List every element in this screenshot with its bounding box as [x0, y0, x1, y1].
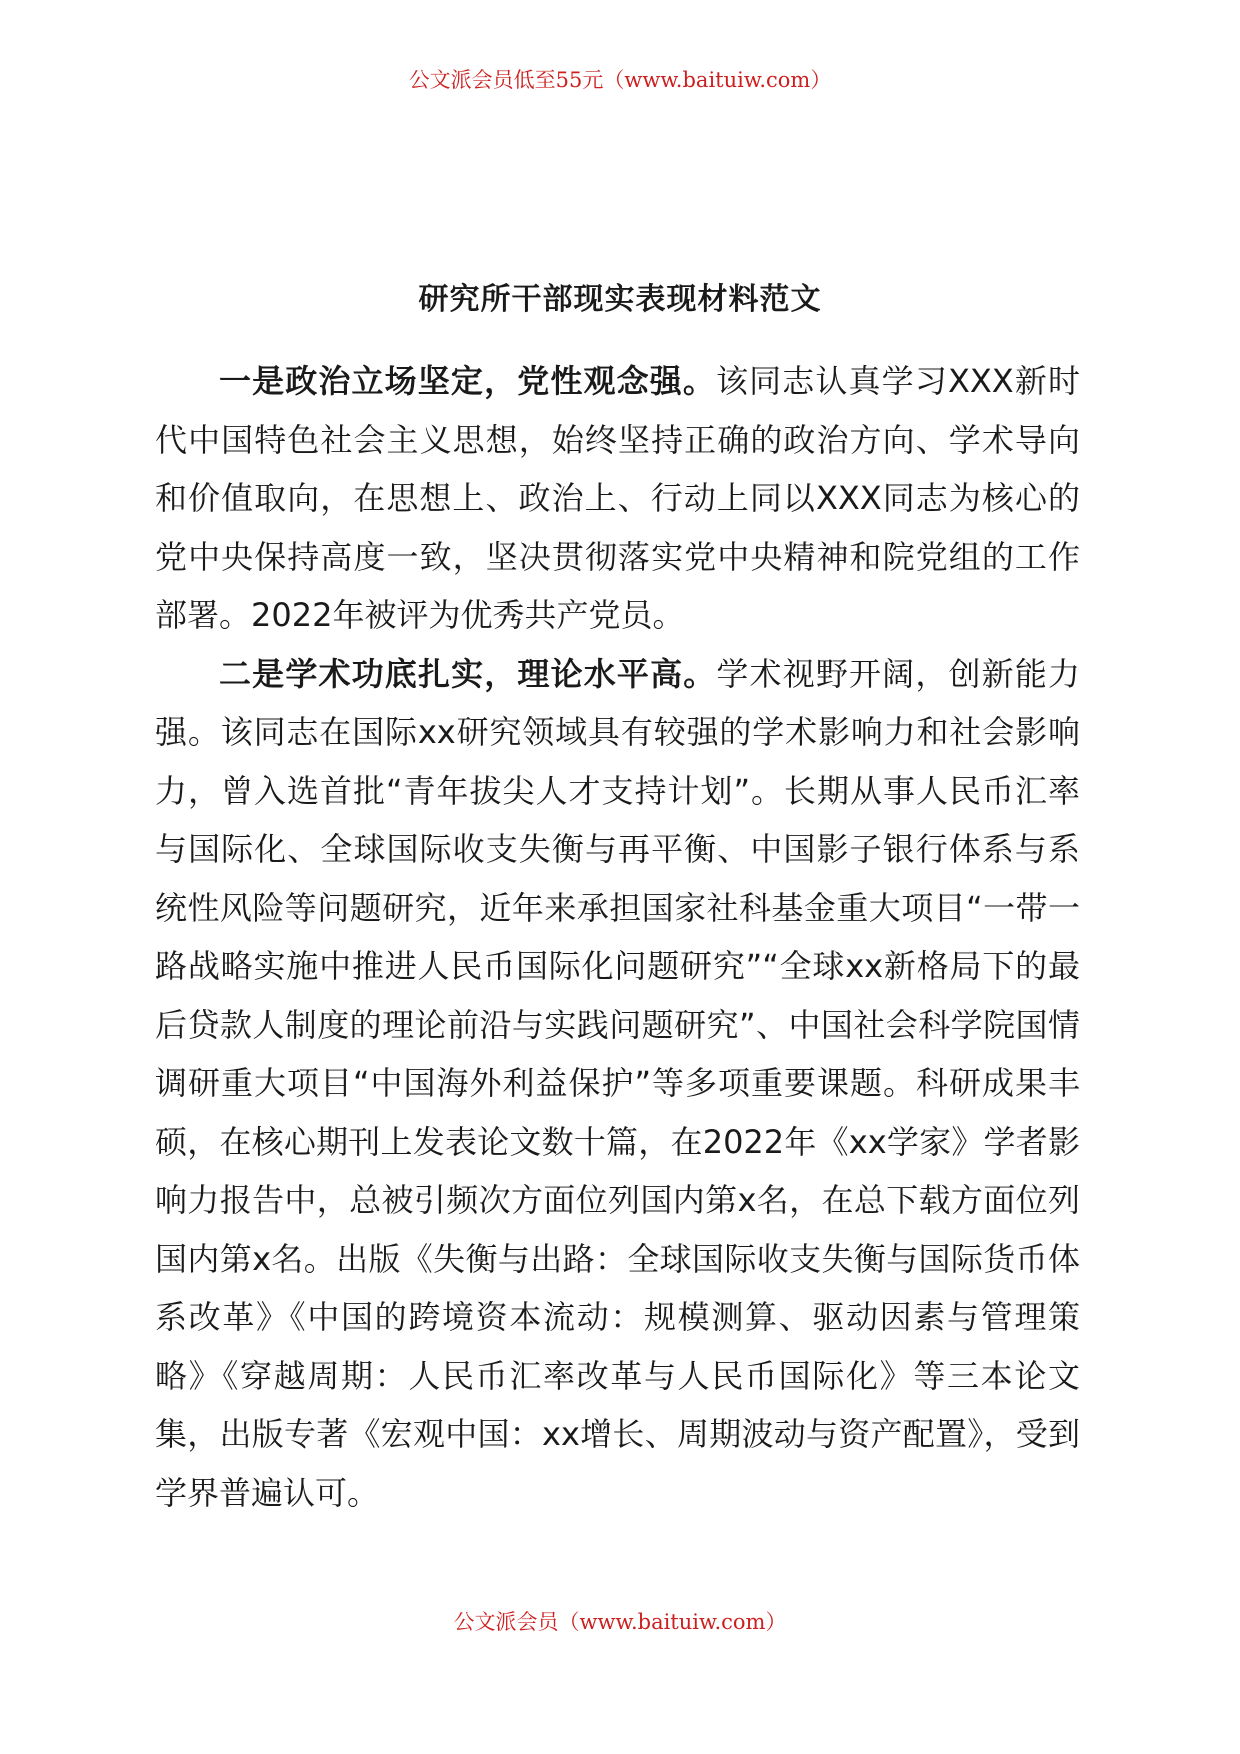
paragraph-political-stance: [155, 352, 1080, 645]
footer-watermark-banner: 公文派会员（www.baituiw.com）: [453, 1610, 787, 1634]
paragraph-lead: 二是学术功底扎实，理论水平高。: [219, 654, 717, 693]
paragraph-academic-foundation: [155, 645, 1080, 1523]
paragraph-text: 学术视野开阔，创新能力强。该同志在国际xx研究领域具有较强的学术影响力和社会影响力，曾入选首批“青年拔尖人才支持计划”。长期从事人民币汇率与国际化、全球国际收支失衡与再平衡、中国影子银行体系与系统性风险等问题研究，近年来承担国家社科基金重大项目“一带一路战略实施中推进人民币国际化问题研究”“全球xx新格局下的最后贷款人制度的理论前沿与实践问题研究”、中国社会科学院国情调研重大项目“中国海外利益保护”等多项重要课题。科研成果丰硕，在核心期刊上发表论文数十篇，在2022年《xx学家》学者影响力报告中，总被引频次方面位列国内第x名，在总下载方面位列国内第x名。出版《失衡与出路：全球国际收支失衡与国际货币体系改革》《中国的跨境资本流动：规模测算、驱动因素与管理策略》《穿越周期：人民币汇率改革与人民币国际化》等三本论文集，出版专著《宏观中国：xx增长、周期波动与资产配置》，受到学界普遍认可。: [155, 654, 1080, 1512]
header-watermark-banner: 公文派会员低至55元（www.baituiw.com）: [408, 68, 832, 92]
paragraph-lead: 一是政治立场坚定，党性观念强。: [219, 362, 717, 400]
page-title: 研究所干部现实表现材料范文: [418, 282, 822, 317]
paragraph-text: 该同志认真学习XXX新时代中国特色社会主义思想，始终坚持正确的政治方向、学术导向和价值取向，在思想上、政治上、行动上同以XXX同志为核心的党中央保持高度一致，坚决贯彻落实党中央精神和院党组的工作部署。2022年被评为优秀共产党员。: [155, 362, 1080, 634]
document-body: [155, 352, 1080, 1522]
